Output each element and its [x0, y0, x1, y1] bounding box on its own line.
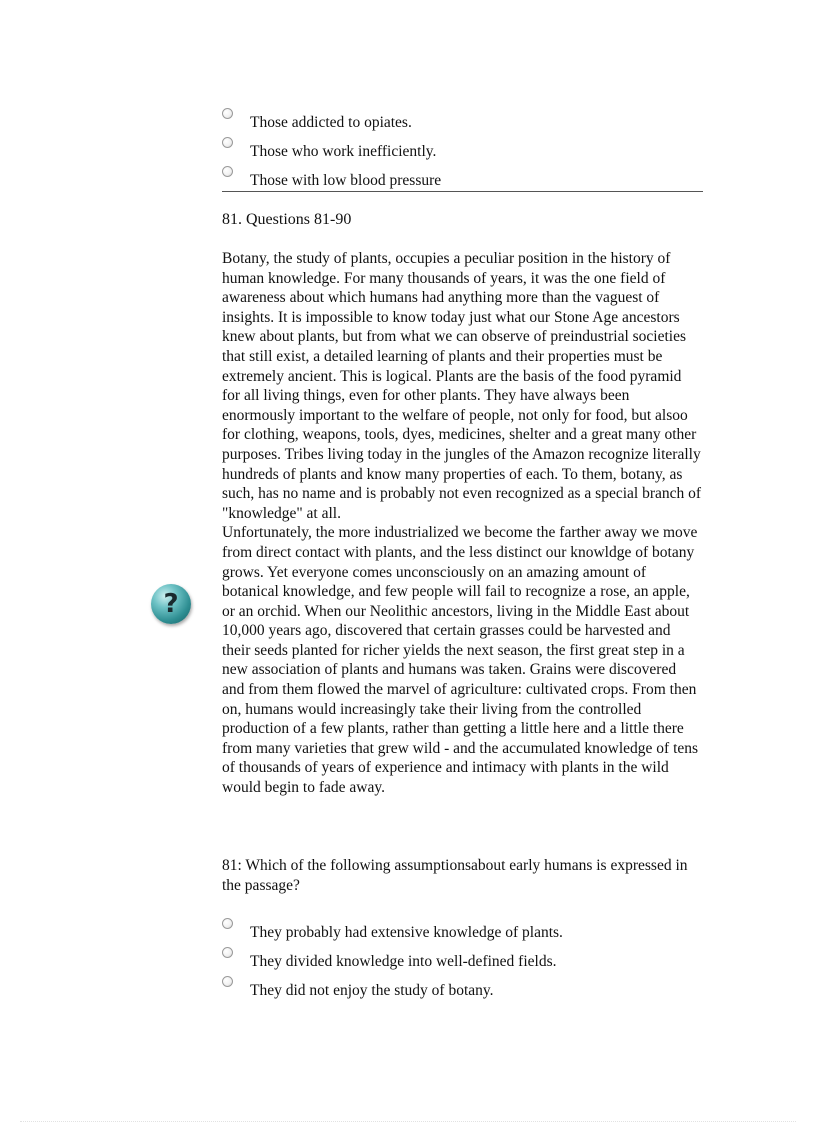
option-label: They probably had extensive knowledge of plants. — [250, 924, 563, 941]
reading-passage — [222, 249, 702, 798]
page-bottom-border — [20, 1121, 796, 1122]
question-mark-glyph: ? — [163, 589, 179, 619]
radio-button[interactable] — [222, 108, 233, 119]
radio-button[interactable] — [222, 947, 233, 958]
question-text: 81: Which of the following assumptionsabout early humans is expressed in the passage? — [222, 857, 688, 894]
divider — [222, 191, 703, 192]
option-label: They did not enjoy the study of botany. — [250, 982, 494, 999]
option-label: They divided knowledge into well-defined fields. — [250, 953, 557, 970]
help-icon[interactable] — [151, 584, 191, 624]
option-label: Those who work inefficiently. — [250, 143, 437, 160]
passage-paragraph: Botany, the study of plants, occupies a peculiar position in the history of human knowledge. For many thousands of years, it was the one field of awareness about which humans had anything more than the vaguest of insights. It is impossible to know today just what our Stone Age ancestors knew about plants, but from what we can observe of preindustrial societies that still exist, a detailed learning of plants and their properties must be extremely ancient. This is logical. Plants are the basis of the food pyramid for all living things, even for other plants. They have always been enormously important to the welfare of people, not only for food, but alsoo for clothing, weapons, tools, dyes, medicines, shelter and a great many other purposes. Tribes living today in the jungles of the Amazon recognize literally hundreds of plants and know many properties of each. To them, botany, as such, has no name and is probably not even recognized as a special branch of "knowledge" at all. — [222, 250, 702, 522]
radio-button[interactable] — [222, 976, 233, 987]
option-label: Those addicted to opiates. — [250, 114, 412, 131]
radio-button[interactable] — [222, 166, 233, 177]
passage-paragraph: Unfortunately, the more industrialized we become the farther away we move from direct contact with plants, and the less distinct our knowldge of botany grows. Yet everyone comes unconsciously on an amazing amount of botanical knowledge, and few people will fail to recognize a rose, an apple, or an orchid. When our Neolithic ancestors, living in the Middle East about 10,000 years ago, discovered that certain grasses could be harvested and their seeds planted for richer yields the next season, the first great step in a new association of plants and humans was taken. Grains were discovered and from them flowed the marvel of agriculture: cultivated crops. From then on, humans would increasingly take their living from the controlled production of a few plants, rather than getting a little here and a little there from many varieties that grew wild - and the accumulated knowledge of tens of thousands of years of experience and intimacy with plants in the wild would begin to fade away. — [222, 524, 699, 797]
radio-button[interactable] — [222, 918, 233, 929]
radio-button[interactable] — [222, 137, 233, 148]
question-group-heading: 81. Questions 81-90 — [222, 211, 352, 228]
option-label: Those with low blood pressure — [250, 172, 442, 189]
